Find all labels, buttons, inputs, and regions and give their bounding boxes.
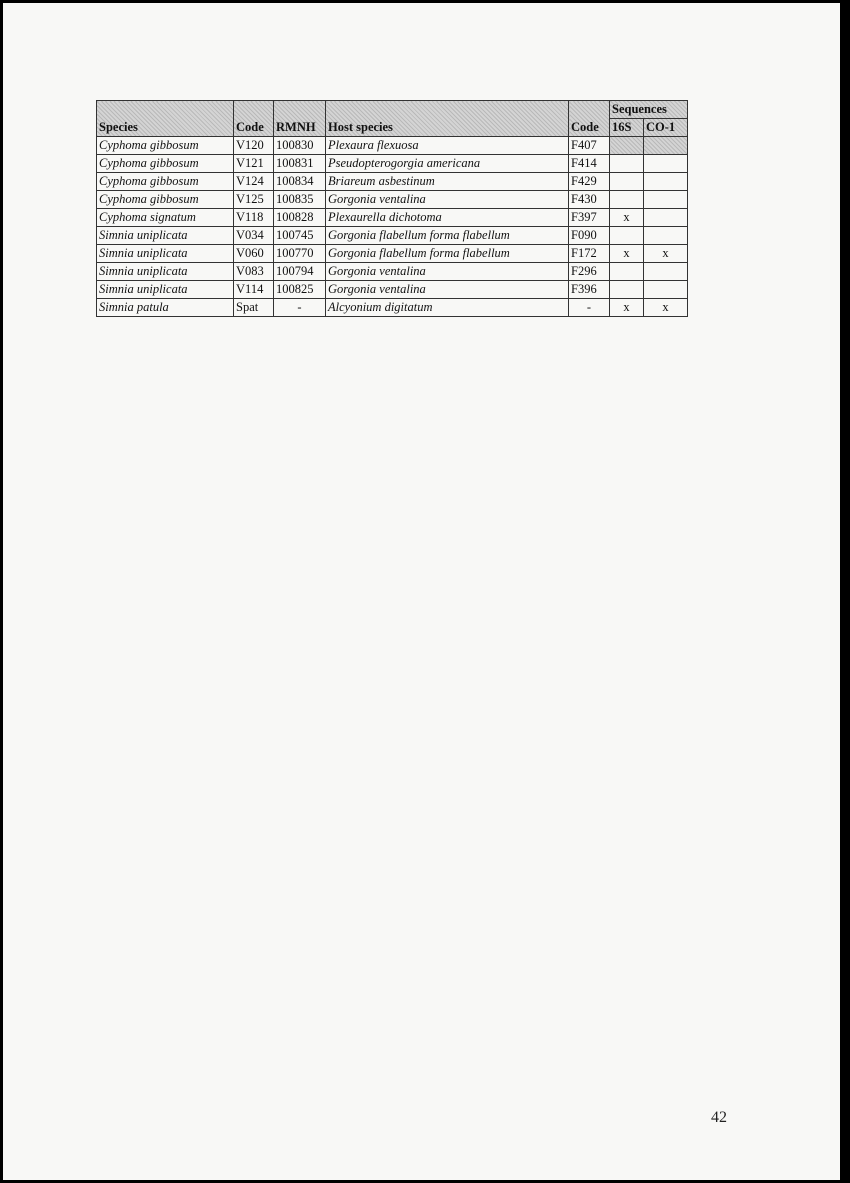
- cell-16s: [610, 155, 644, 173]
- table-row: [97, 155, 688, 173]
- cell-rmnh: -: [274, 299, 326, 317]
- table-row: [97, 245, 688, 263]
- cell-species: Simnia patula: [97, 299, 234, 317]
- cell-co1: [644, 173, 688, 191]
- cell-co1: [644, 191, 688, 209]
- table-row: [97, 281, 688, 299]
- cell-code: Spat: [234, 299, 274, 317]
- cell-species: Simnia uniplicata: [97, 263, 234, 281]
- cell-rmnh: 100794: [274, 263, 326, 281]
- cell-rmnh: 100770: [274, 245, 326, 263]
- cell-species: Cyphoma gibbosum: [97, 137, 234, 155]
- cell-host-code: F414: [569, 155, 610, 173]
- cell-rmnh: 100828: [274, 209, 326, 227]
- cell-host-code: F429: [569, 173, 610, 191]
- header-co1: CO-1: [644, 119, 688, 137]
- cell-species: Simnia uniplicata: [97, 227, 234, 245]
- cell-rmnh: 100825: [274, 281, 326, 299]
- cell-host-code: F397: [569, 209, 610, 227]
- cell-16s: x: [610, 299, 644, 317]
- cell-rmnh: 100831: [274, 155, 326, 173]
- cell-species: Simnia uniplicata: [97, 245, 234, 263]
- header-sequences: Sequences: [610, 101, 688, 119]
- cell-16s: [610, 191, 644, 209]
- cell-co1: [644, 281, 688, 299]
- cell-code: V125: [234, 191, 274, 209]
- header-row-top: [97, 101, 688, 119]
- cell-co1: [644, 209, 688, 227]
- table-row: [97, 263, 688, 281]
- cell-16s: x: [610, 245, 644, 263]
- cell-co1: [644, 263, 688, 281]
- header-16s: 16S: [610, 119, 644, 137]
- header-host-species: Host species: [326, 101, 569, 137]
- table-row: [97, 227, 688, 245]
- cell-host-code: F430: [569, 191, 610, 209]
- cell-host-species: Gorgonia ventalina: [326, 263, 569, 281]
- cell-co1: [644, 155, 688, 173]
- cell-host-species: Plexaura flexuosa: [326, 137, 569, 155]
- cell-host-species: Alcyonium digitatum: [326, 299, 569, 317]
- cell-host-species: Plexaurella dichotoma: [326, 209, 569, 227]
- specimen-table: [96, 100, 688, 317]
- cell-rmnh: 100834: [274, 173, 326, 191]
- cell-co1: x: [644, 245, 688, 263]
- header-species: Species: [97, 101, 234, 137]
- table-row: [97, 299, 688, 317]
- cell-code: V118: [234, 209, 274, 227]
- cell-16s: x: [610, 209, 644, 227]
- cell-species: Cyphoma gibbosum: [97, 191, 234, 209]
- cell-code: V114: [234, 281, 274, 299]
- header-rmnh: RMNH: [274, 101, 326, 137]
- cell-co1: [644, 227, 688, 245]
- cell-host-code: -: [569, 299, 610, 317]
- cell-host-species: Gorgonia flabellum forma flabellum: [326, 227, 569, 245]
- cell-species: Simnia uniplicata: [97, 281, 234, 299]
- table-row: [97, 191, 688, 209]
- cell-code: V083: [234, 263, 274, 281]
- document-page: [3, 3, 840, 1180]
- table-body: [97, 137, 688, 317]
- table-row: [97, 173, 688, 191]
- cell-code: V034: [234, 227, 274, 245]
- cell-16s: [610, 137, 644, 155]
- cell-host-species: Pseudopterogorgia americana: [326, 155, 569, 173]
- cell-species: Cyphoma gibbosum: [97, 155, 234, 173]
- cell-16s: [610, 281, 644, 299]
- cell-host-code: F090: [569, 227, 610, 245]
- cell-rmnh: 100835: [274, 191, 326, 209]
- cell-host-code: F396: [569, 281, 610, 299]
- table-row: [97, 209, 688, 227]
- header-code: Code: [234, 101, 274, 137]
- cell-species: Cyphoma gibbosum: [97, 173, 234, 191]
- cell-host-code: F172: [569, 245, 610, 263]
- header-host-code: Code: [569, 101, 610, 137]
- cell-species: Cyphoma signatum: [97, 209, 234, 227]
- cell-16s: [610, 263, 644, 281]
- cell-16s: [610, 173, 644, 191]
- cell-co1: x: [644, 299, 688, 317]
- cell-host-code: F407: [569, 137, 610, 155]
- cell-16s: [610, 227, 644, 245]
- cell-host-species: Gorgonia flabellum forma flabellum: [326, 245, 569, 263]
- cell-co1: [644, 137, 688, 155]
- cell-host-species: Briareum asbestinum: [326, 173, 569, 191]
- cell-host-species: Gorgonia ventalina: [326, 281, 569, 299]
- cell-code: V121: [234, 155, 274, 173]
- cell-host-species: Gorgonia ventalina: [326, 191, 569, 209]
- cell-host-code: F296: [569, 263, 610, 281]
- table-row: [97, 137, 688, 155]
- cell-rmnh: 100745: [274, 227, 326, 245]
- cell-code: V124: [234, 173, 274, 191]
- cell-rmnh: 100830: [274, 137, 326, 155]
- cell-code: V120: [234, 137, 274, 155]
- cell-code: V060: [234, 245, 274, 263]
- page-number: 42: [711, 1109, 727, 1126]
